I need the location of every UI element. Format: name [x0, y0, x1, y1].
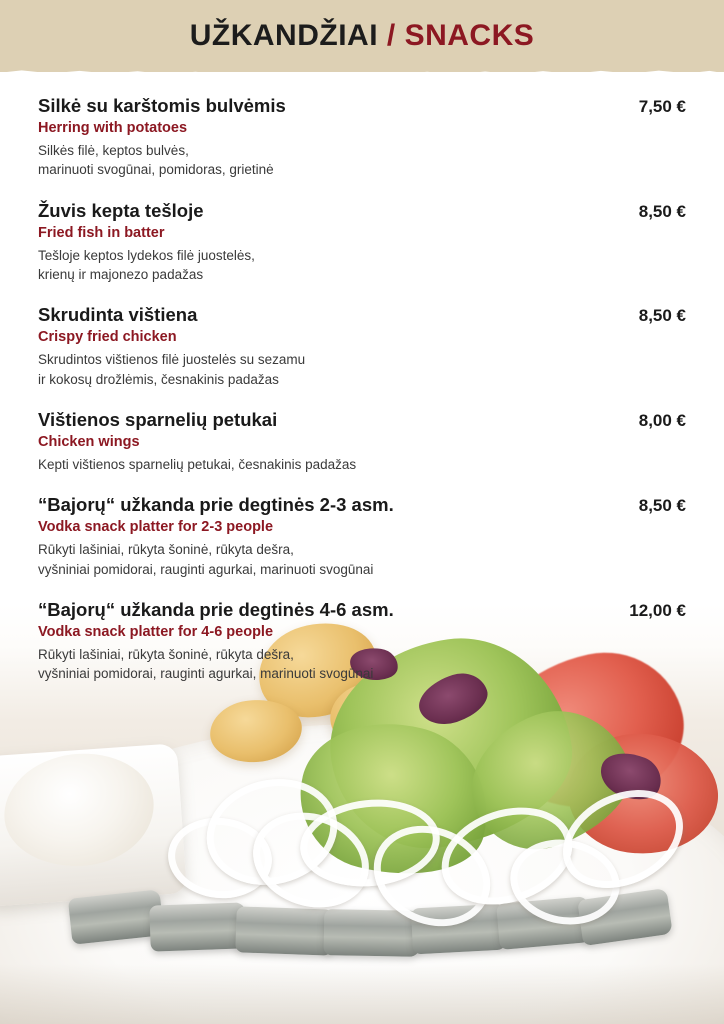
menu-item-head	[38, 598, 686, 621]
menu-item	[38, 303, 686, 389]
menu-item-name-lt: Silkė su karštomis bulvėmis	[38, 95, 286, 116]
menu-item	[38, 598, 686, 684]
menu-item-head	[38, 408, 686, 431]
page-title-en: SNACKS	[404, 19, 535, 52]
menu-item-head	[38, 199, 686, 222]
menu-item-price: 8,50 €	[638, 496, 686, 516]
menu-item-description: Tešloje keptos lydekos filė juostelės, krienų ir majonezo padažas	[38, 247, 255, 282]
menu-item-name-lt: Žuvis kepta tešloje	[38, 199, 204, 221]
menu-list	[0, 72, 724, 683]
menu-item-head	[38, 493, 686, 516]
herring-fillet	[235, 906, 335, 955]
menu-item	[38, 408, 686, 474]
menu-item	[38, 493, 686, 579]
menu-item-name-en: Fried fish in batter	[38, 224, 165, 241]
menu-item-name-lt: Vištienos sparnelių petukai	[38, 408, 278, 430]
menu-item-description: Kepti vištienos sparnelių petukai, česnakinis padažas	[38, 456, 357, 472]
menu-item-description: Silkės filė, keptos bulvės, marinuoti svogūnai, pomidoras, grietinė	[38, 143, 274, 178]
menu-item-price: 8,50 €	[638, 201, 686, 221]
menu-item-price: 12,00 €	[629, 600, 686, 620]
menu-item-description: Skrudintos vištienos filė juostelės su sezamu ir kokosų drožlėmis, česnakinis padažas	[38, 352, 306, 387]
menu-item-name-en: Vodka snack platter for 4-6 people	[38, 623, 274, 640]
menu-item-name-en: Vodka snack platter for 2-3 people	[38, 519, 274, 536]
menu-item-name-lt: Skrudinta vištiena	[38, 304, 198, 326]
menu-item	[38, 199, 686, 285]
menu-item-name-lt: “Bajorų“ užkanda prie degtinės 2-3 asm.	[38, 494, 394, 516]
herring-fillet	[149, 902, 247, 951]
menu-item-description: Rūkyti lašiniai, rūkyta šoninė, rūkyta dešra, vyšniniai pomidorai, rauginti agurkai, marinuoti svogūnai	[38, 646, 374, 682]
menu-item-name-en: Crispy fried chicken	[38, 329, 177, 346]
page-title	[190, 19, 535, 53]
table-surface	[0, 964, 724, 1024]
menu-item-head	[38, 94, 686, 117]
menu-item-name-en: Chicken wings	[38, 433, 140, 450]
menu-item	[38, 94, 686, 180]
menu-item-description: Rūkyti lašiniai, rūkyta šoninė, rūkyta dešra, vyšniniai pomidorai, rauginti agurkai, marinuoti svogūnai	[38, 542, 374, 577]
menu-item-price: 8,50 €	[638, 306, 686, 326]
menu-item-head	[38, 303, 686, 326]
page-title-lt: UŽKANDŽIAI	[189, 19, 379, 52]
menu-item-name-lt: “Bajorų“ užkanda prie degtinės 4-6 asm.	[38, 598, 394, 620]
page-header	[0, 0, 724, 72]
page-title-separator: /	[386, 19, 396, 52]
menu-item-price: 7,50 €	[638, 97, 686, 116]
menu-item-name-en: Herring with potatoes	[38, 120, 188, 137]
menu-item-price: 8,00 €	[638, 410, 686, 430]
